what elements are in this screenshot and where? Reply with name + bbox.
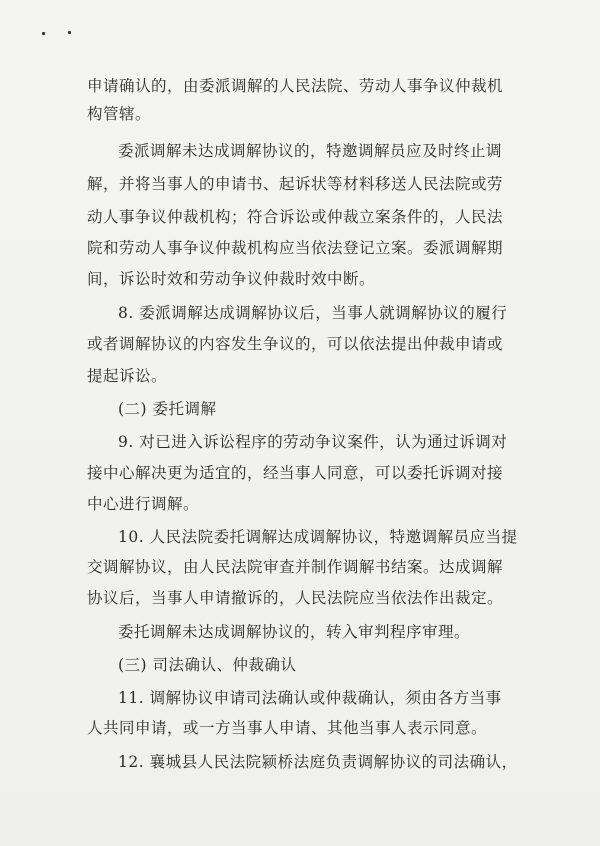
text-line: 间，诉讼时效和劳动争议仲裁时效中断。 (87, 270, 376, 288)
text-line: 8. 委派调解达成调解协议后，当事人就调解协议的履行 (118, 304, 508, 322)
text-line: 人共同申请，或一方当事人申请、其他当事人表示同意。 (87, 719, 488, 737)
text-line: 11. 调解协议申请司法确认或仲裁确认，须由各方当事 (118, 689, 502, 707)
text-line: 或者调解协议的内容发生争议的，可以依法提出仲裁申请或 (87, 335, 504, 353)
text-line: 10. 人民法院委托调解达成调解协议，特邀调解员应当提 (118, 528, 518, 546)
text-line: 动人事争议仲裁机构；符合诉讼或仲裁立案条件的，人民法 (87, 208, 504, 226)
text-line: 协议后，当事人申请撤诉的，人民法院应当依法作出裁定。 (87, 589, 504, 607)
section-heading: (三) 司法确认、仲裁确认 (118, 656, 297, 674)
text-line: 提起诉讼。 (87, 367, 168, 385)
text-line: 接中心解决更为适宜的，经当事人同意，可以委托诉调对接 (87, 464, 504, 482)
text-line: 院和劳动人事争议仲裁机构应当依法登记立案。委派调解期 (87, 239, 504, 257)
text-line: 中心进行调解。 (87, 495, 200, 513)
text-line: 解，并将当事人的申请书、起诉状等材料移送人民法院或劳 (87, 175, 504, 193)
text-line: 交调解协议，由人民法院审查并制作调解书结案。达成调解 (87, 558, 504, 576)
text-line: 12. 襄城县人民法院颍桥法庭负责调解协议的司法确认， (118, 753, 518, 771)
scan-speck (68, 31, 71, 34)
text-line: 委派调解未达成调解协议的，特邀调解员应及时终止调 (118, 142, 503, 160)
text-line: 委托调解未达成调解协议的，转入审判程序审理。 (118, 623, 471, 641)
text-line: 申请确认的，由委派调解的人民法院、劳动人事争议仲裁机 (87, 77, 504, 95)
text-line: 9. 对已进入诉讼程序的劳动争议案件，认为通过诉调对 (118, 433, 508, 451)
scan-speck (42, 32, 45, 35)
text-line: 构管辖。 (87, 105, 152, 123)
section-heading: (二) 委托调解 (118, 400, 217, 418)
